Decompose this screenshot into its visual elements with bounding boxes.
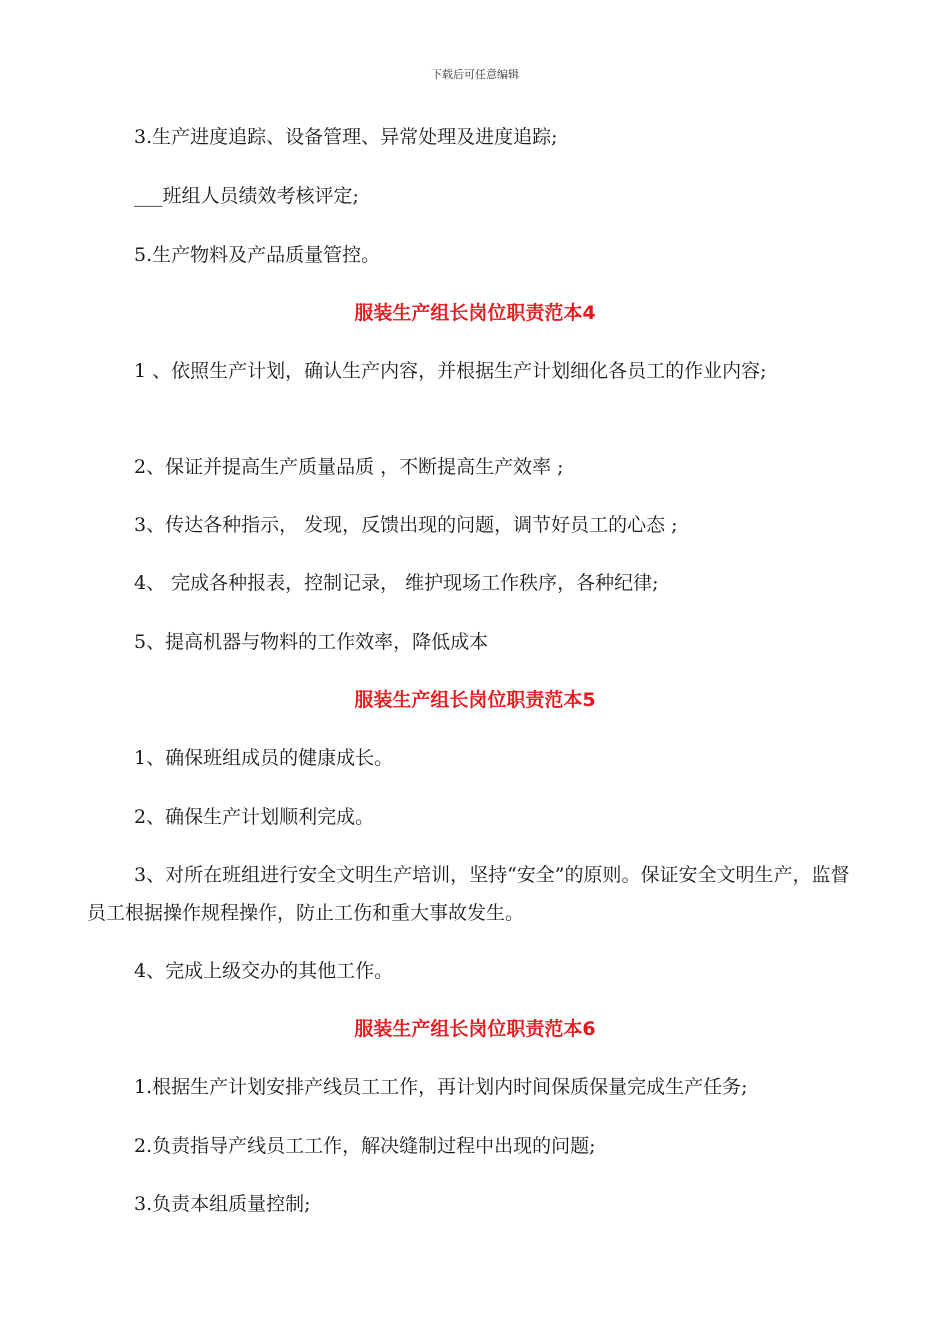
list-item: 3.负责本组质量控制; xyxy=(134,1193,311,1215)
list-item: 2、保证并提高生产质量品质 ，不断提高生产效率 ; xyxy=(134,456,564,478)
section-title: 服装生产组长岗位职责范本6 xyxy=(354,1018,596,1040)
list-item: 1 、依照生产计划，确认生产内容，并根据生产计划细化各员工的作业内容; xyxy=(134,360,767,382)
section-title: 服装生产组长岗位职责范本5 xyxy=(354,689,596,711)
list-item: 4、 完成各种报表，控制记录， 维护现场工作秩序，各种纪律; xyxy=(134,572,659,594)
list-item: 5、提高机器与物料的工作效率，降低成本 xyxy=(134,631,489,653)
list-item: 1.根据生产计划安排产线员工工作，再计划内时间保质保量完成生产任务; xyxy=(134,1076,748,1098)
list-item: 3.生产进度追踪、设备管理、异常处理及进度追踪; xyxy=(134,126,558,148)
section-title: 服装生产组长岗位职责范本4 xyxy=(354,302,596,324)
list-item: 4、完成上级交办的其他工作。 xyxy=(134,960,394,982)
list-item: 3、对所在班组进行安全文明生产培训，坚持“安全”的原则。保证安全文明生产，监督员工根据操作规程操作，防止工伤和重大事故发生。 xyxy=(87,864,850,924)
list-item: 3、传达各种指示， 发现，反馈出现的问题，调节好员工的心态 ; xyxy=(134,514,678,536)
list-item: 2.负责指导产线员工工作，解决缝制过程中出现的问题; xyxy=(134,1135,596,1157)
list-item: ___班组人员绩效考核评定; xyxy=(134,185,359,207)
page-header-note: 下载后可任意编辑 xyxy=(431,68,519,81)
list-item: 5.生产物料及产品质量管控。 xyxy=(134,244,381,266)
list-item: 1、确保班组成员的健康成长。 xyxy=(134,747,394,769)
list-item: 2、确保生产计划顺利完成。 xyxy=(134,806,375,828)
